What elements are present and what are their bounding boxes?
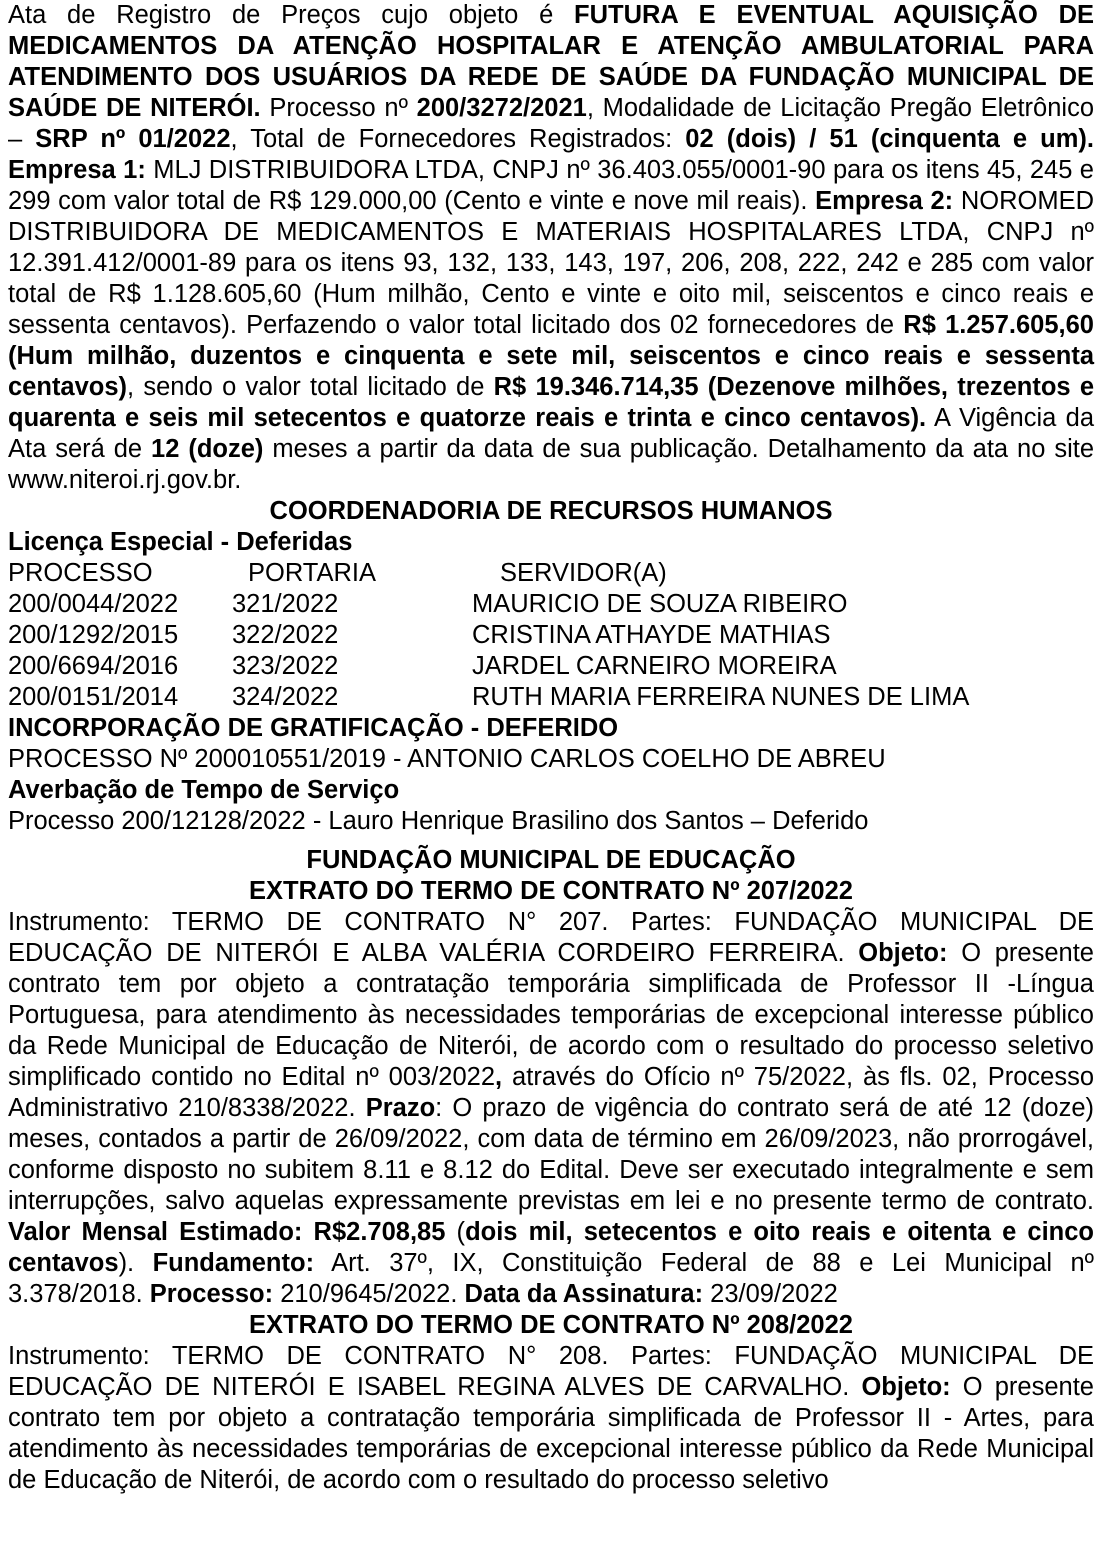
- bold-text: Fundamento:: [152, 1249, 315, 1277]
- text: Instrumento: TERMO DE CONTRATO N° 207. Partes: FUNDAÇÃO MUNICIPAL DE EDUCAÇÃO DE NITERÓI E ALBA VALÉRIA CORDEIRO FERREIRA.: [8, 908, 1094, 967]
- bold-text: Prazo: [365, 1094, 436, 1122]
- bold-text: Valor Mensal Estimado: R$2.708,85: [8, 1218, 446, 1246]
- text: 210/9645/2022.: [273, 1280, 465, 1308]
- bold-text: 02 (dois) / 51 (cinquenta e um). Empresa 1:: [8, 125, 1094, 184]
- text: (: [445, 1218, 466, 1246]
- incorp-text: PROCESSO Nº 200010551/2019 - ANTONIO CARLOS COELHO DE ABREU: [8, 745, 886, 773]
- text: , sendo o valor total licitado de: [127, 373, 494, 401]
- text: A Vigência da Ata será de: [8, 404, 1095, 463]
- bold-text: Objeto:: [861, 1373, 951, 1401]
- cell-servidor: MAURICIO DE SOUZA RIBEIRO: [472, 590, 848, 618]
- text: NOROMED DISTRIBUIDORA DE MEDICAMENTOS E MATERIAIS HOSPITALARES LTDA, CNPJ nº 12.391.412/0001-89 para os itens 93, 132, 133, 143, 197, 206, 208, 222, 242 e 285 com valor total de R$ 1.128.605,60 (Hum milhão, Cento e vinte e oito mil, seiscentos e cinco reais e sessenta centavos). Perfazendo o valor total licitado dos 02 fornecedores de: [8, 187, 1094, 339]
- bold-text: 200/3272/2021: [416, 94, 587, 122]
- averb-heading: Averbação de Tempo de Serviço: [8, 776, 400, 804]
- table-row: [8, 589, 1094, 620]
- contrato-208-paragraph: [8, 1341, 1094, 1496]
- text: , Total de Fornecedores Registrados:: [230, 125, 686, 153]
- cell-portaria: 321/2022: [232, 590, 339, 618]
- cell-processo: 200/0044/2022: [8, 590, 179, 618]
- cell-portaria: 324/2022: [232, 683, 339, 711]
- bold-text: R$ 1.257.605,60 (Hum milhão, duzentos e cinquenta e sete mil, seiscentos e cinco reais e sessenta centavos): [8, 311, 1094, 401]
- bold-text: SRP nº 01/2022: [35, 125, 231, 153]
- text: : O prazo de vigência do contrato será de até 12 (doze) meses, contados a partir de 26/09/2022, com data de término em 26/09/2023, não prorrogável, conforme disposto no subitem 8.11 e 8.12 do Edital. Deve ser executado integralmente e sem interrupções, salvo aquelas expressamente previstas em lei e no presente termo de contrato.: [8, 1094, 1095, 1215]
- crh-heading: COORDENADORIA DE RECURSOS HUMANOS: [269, 497, 833, 525]
- bold-text: Processo:: [149, 1280, 274, 1308]
- bold-text: Objeto:: [858, 939, 948, 967]
- contrato-207-title: EXTRATO DO TERMO DE CONTRATO Nº 207/2022: [249, 877, 853, 905]
- text: O presente contrato tem por objeto a contratação temporária simplificada de Professor II -Língua Portuguesa, para atendimento às necessidades temporárias de excepcional interesse público da Rede Municipal de Educação de Niterói, de acordo com o resultado do processo seletivo simplificado contido no Edital nº 003/2022: [8, 939, 1094, 1091]
- text: meses a partir da data de sua publicação. Detalhamento da ata no site www.niteroi.rj.gov.br.: [8, 435, 1095, 494]
- licenca-heading: Licença Especial - Deferidas: [8, 528, 353, 556]
- bold-text: Empresa 2:: [815, 187, 954, 215]
- col-portaria: PORTARIA: [248, 559, 376, 587]
- table-row: [8, 620, 1094, 651]
- cell-processo: 200/1292/2015: [8, 621, 179, 649]
- bold-text: FUTURA E EVENTUAL AQUISIÇÃO DE MEDICAMENTOS DA ATENÇÃO HOSPITALAR E ATENÇÃO AMBULATORIAL PARA ATENDIMENTO DOS USUÁRIOS DA REDE DE SAÚDE DA FUNDAÇÃO MUNICIPAL DE SAÚDE DE NITERÓI.: [8, 1, 1094, 122]
- cell-portaria: 322/2022: [232, 621, 339, 649]
- text: ).: [118, 1249, 153, 1277]
- col-servidor: SERVIDOR(A): [500, 559, 667, 587]
- cell-servidor: CRISTINA ATHAYDE MATHIAS: [472, 621, 831, 649]
- text: Ata de Registro de Preços cujo objeto é: [8, 1, 575, 29]
- bold-text: ,: [495, 1063, 503, 1091]
- text: 23/09/2022: [703, 1280, 838, 1308]
- text: através do Ofício nº 75/2022, às fls. 02, Processo Administrativo 210/8338/2022.: [8, 1063, 1095, 1122]
- text: , Modalidade de Licitação Pregão Eletrônico –: [8, 94, 1095, 153]
- cell-portaria: 323/2022: [232, 652, 339, 680]
- bold-text: Data da Assinatura:: [464, 1280, 704, 1308]
- text: Processo nº: [260, 94, 417, 122]
- bold-text: dois mil, setecentos e oito reais e oitenta e cinco centavos: [8, 1218, 1095, 1277]
- ata-paragraph: [8, 0, 1094, 496]
- table-row: [8, 682, 1094, 713]
- averb-text: Processo 200/12128/2022 - Lauro Henrique Brasilino dos Santos – Deferido: [8, 807, 869, 835]
- text: Instrumento: TERMO DE CONTRATO N° 208. Partes: FUNDAÇÃO MUNICIPAL DE EDUCAÇÃO DE NITERÓI E ISABEL REGINA ALVES DE CARVALHO.: [8, 1342, 1094, 1401]
- cell-processo: 200/6694/2016: [8, 652, 179, 680]
- bold-text: 12 (doze): [151, 435, 264, 463]
- text: O presente contrato tem por objeto a contratação temporária simplificada de Professor II - Artes, para atendimento às necessidades temporárias de excepcional interesse público da Rede Municipal de Educação de Niterói, de acordo com o resultado do processo seletivo: [8, 1373, 1094, 1494]
- text: Art. 37º, IX, Constituição Federal de 88 e Lei Municipal nº 3.378/2018.: [8, 1249, 1094, 1308]
- cell-servidor: RUTH MARIA FERREIRA NUNES DE LIMA: [472, 683, 970, 711]
- table-row: [8, 651, 1094, 682]
- cell-servidor: JARDEL CARNEIRO MOREIRA: [472, 652, 837, 680]
- licenca-table-header: [8, 558, 1094, 589]
- fme-heading: FUNDAÇÃO MUNICIPAL DE EDUCAÇÃO: [306, 846, 796, 874]
- contrato-208-title: EXTRATO DO TERMO DE CONTRATO Nº 208/2022: [249, 1311, 853, 1339]
- text: MLJ DISTRIBUIDORA LTDA, CNPJ nº 36.403.055/0001-90 para os itens 45, 245 e 299 com valor total de R$ 129.000,00 (Cento e vinte e nove mil reais).: [8, 156, 1094, 215]
- cell-processo: 200/0151/2014: [8, 683, 179, 711]
- bold-text: R$ 19.346.714,35 (Dezenove milhões, trezentos e quarenta e seis mil setecentos e quatorze reais e trinta e cinco centavos).: [8, 373, 1094, 432]
- contrato-207-paragraph: [8, 907, 1094, 1310]
- incorp-heading: INCORPORAÇÃO DE GRATIFICAÇÃO - DEFERIDO: [8, 714, 619, 742]
- col-processo: PROCESSO: [8, 559, 153, 587]
